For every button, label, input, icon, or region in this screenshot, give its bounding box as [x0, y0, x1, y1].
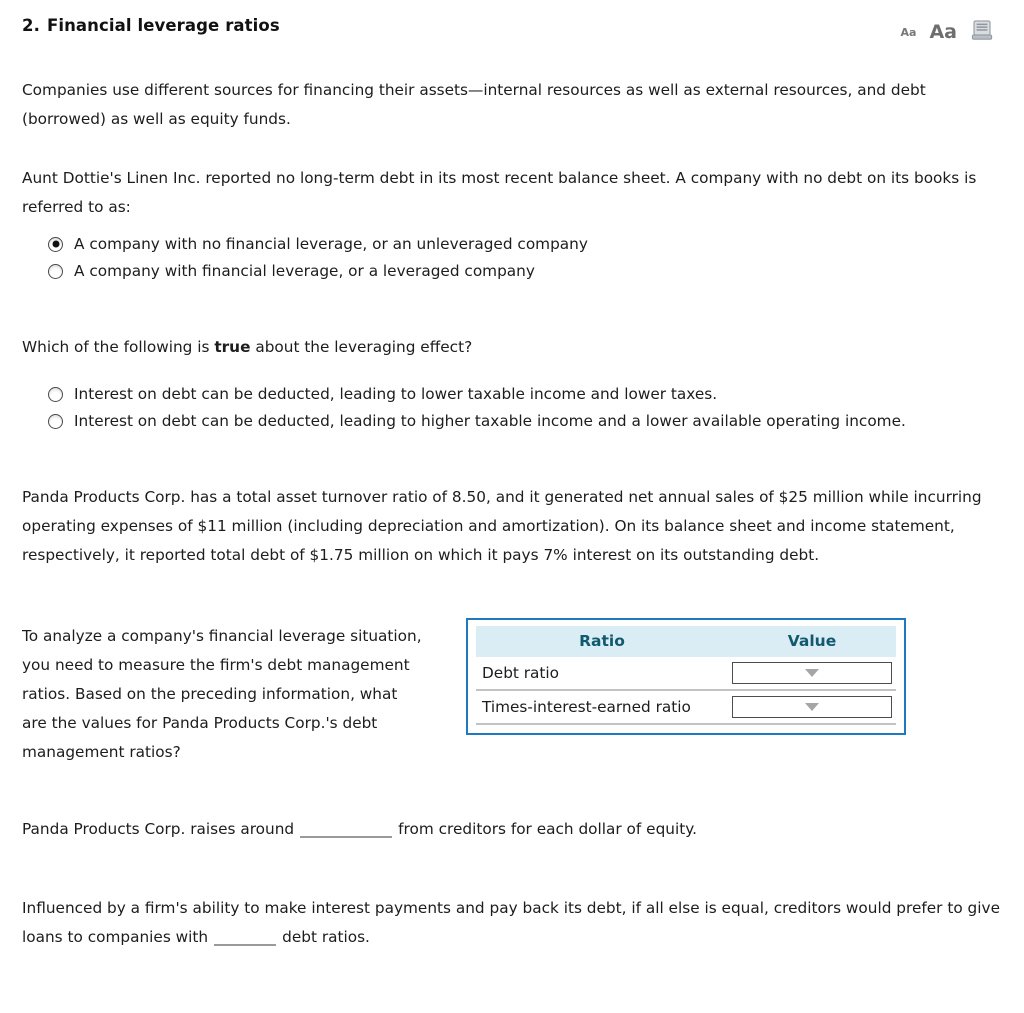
row-value-times-interest-earned: [728, 690, 896, 724]
radio-icon-unselected[interactable]: [48, 264, 63, 279]
column-header-ratio: Ratio: [476, 626, 728, 657]
fill-blank-2: [22, 894, 1002, 952]
radio-option-2b-label: Interest on debt can be deducted, leading to higher taxable income and a lower available operating income.: [74, 412, 906, 430]
row-value-debt-ratio: [728, 657, 896, 690]
question-2-options: [22, 382, 1002, 433]
radio-option-1a-label: A company with no financial leverage, or an unleveraged company: [74, 235, 588, 253]
radio-option-1b-label: A company with financial leverage, or a leveraged company: [74, 262, 535, 280]
times-interest-earned-dropdown[interactable]: [732, 696, 892, 718]
intro-paragraph: Companies use different sources for financing their assets—internal resources as well as external resources, and debt (borrowed) as well as equity funds.: [22, 81, 926, 128]
radio-icon-unselected[interactable]: [48, 387, 63, 402]
increase-font-icon[interactable]: Aa: [929, 20, 957, 43]
ratio-table-container: [466, 618, 906, 735]
radio-option-1b[interactable]: [48, 259, 1002, 283]
column-header-value: Value: [728, 626, 896, 657]
ratio-section: [22, 618, 1002, 767]
radio-option-2b[interactable]: [48, 409, 1002, 433]
row-label-debt-ratio: Debt ratio: [476, 657, 728, 690]
fill-blank-2-input[interactable]: [214, 944, 276, 946]
table-row: [476, 690, 896, 724]
question-2-prompt-after: about the leveraging effect?: [250, 338, 473, 356]
page-title: [22, 16, 280, 35]
fill-blank-1-before: Panda Products Corp. raises around: [22, 820, 295, 838]
radio-icon-unselected[interactable]: [48, 414, 63, 429]
radio-option-2a[interactable]: [48, 382, 1002, 406]
radio-option-1a[interactable]: [48, 232, 1002, 256]
fill-blank-2-before: Influenced by a firm's ability to make interest payments and pay back its debt, if all else is equal, creditors would prefer to give loans to companies with: [22, 899, 1000, 946]
row-label-times-interest-earned: Times-interest-earned ratio: [476, 690, 728, 724]
chevron-down-icon: [805, 703, 819, 711]
table-header-row: [476, 626, 896, 657]
toolbar: [901, 18, 1002, 46]
chevron-down-icon: [805, 669, 819, 677]
question-2-prompt: [22, 333, 1002, 362]
radio-option-2a-label: Interest on debt can be deducted, leading to lower taxable income and lower taxes.: [74, 385, 718, 403]
page-header: [22, 0, 1002, 56]
debt-ratio-dropdown[interactable]: [732, 662, 892, 684]
question-2-prompt-bold: true: [214, 338, 251, 356]
fill-blank-1-input[interactable]: [300, 836, 392, 838]
fill-blank-1: [22, 815, 1002, 844]
question-number: 2.: [22, 16, 40, 35]
ratio-instruction: To analyze a company's financial leverage situation, you need to measure the firm's debt management ratios. Based on the preceding information, what are the values for Panda Products Corp.'s debt management ratios?: [22, 627, 422, 761]
question-2-prompt-before: Which of the following is: [22, 338, 215, 356]
fill-blank-1-after: from creditors for each dollar of equity.: [398, 820, 697, 838]
fill-blank-2-after: debt ratios.: [282, 928, 370, 946]
decrease-font-icon[interactable]: Aa: [900, 25, 917, 39]
page-title-text: Financial leverage ratios: [46, 16, 280, 35]
print-icon[interactable]: [970, 18, 994, 46]
radio-icon-selected[interactable]: [48, 237, 63, 252]
question-1-prompt: Aunt Dottie's Linen Inc. reported no long-term debt in its most recent balance sheet. A company with no debt on its books is referred to as:: [22, 169, 977, 216]
ratio-table: [476, 626, 896, 725]
question-1-options: [22, 232, 1002, 283]
table-row: [476, 657, 896, 690]
scenario-paragraph: Panda Products Corp. has a total asset turnover ratio of 8.50, and it generated net annual sales of $25 million while incurring operating expenses of $11 million (including depreciation and amortization). On its balance sheet and income statement, respectively, it reported total debt of $1.75 million on which it pays 7% interest on its outstanding debt.: [22, 488, 982, 564]
